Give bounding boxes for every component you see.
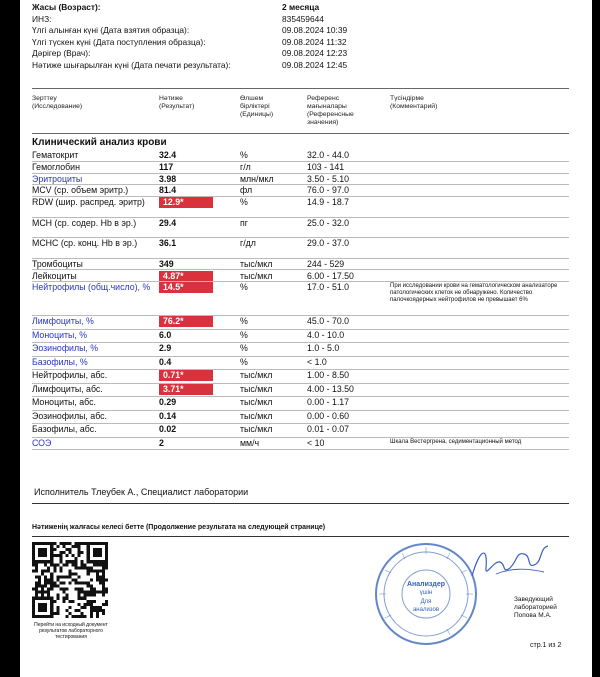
row-divider (32, 449, 569, 450)
col-result-header: Нәтиже (Результат) (159, 95, 195, 110)
test-name: Нейтрофилы (общ.число), % (32, 282, 151, 293)
reference-range: 4.0 - 10.0 (307, 329, 345, 340)
result-value: 36.1 (159, 238, 177, 249)
result-value: 29.4 (159, 217, 177, 228)
header-value: 835459644 (282, 13, 324, 24)
reference-range: < 10 (307, 437, 325, 448)
unit: % (240, 329, 248, 340)
reference-range: 0.00 - 1.17 (307, 397, 350, 408)
unit: % (240, 282, 248, 293)
header-value: 09.08.2024 12:45 (282, 60, 348, 70)
header-label: Үлгі түскен күні (Дата поступления образца): (32, 36, 206, 47)
reference-range: 103 - 141 (307, 161, 345, 172)
signer-line: Исполнитель Тлеубек А., Специалист лаборатории (34, 487, 249, 497)
unit: % (240, 356, 248, 367)
reference-range: 29.0 - 37.0 (307, 238, 350, 249)
table-top-divider (32, 133, 569, 134)
flagged-result: 3.71* (159, 384, 213, 395)
table-row (32, 411, 569, 425)
result-value: 2 (159, 437, 164, 448)
reference-range: 45.0 - 70.0 (307, 316, 350, 327)
reference-range: 0.00 - 0.60 (307, 410, 350, 421)
unit: тыс/мкл (240, 424, 273, 435)
reference-range: 25.0 - 32.0 (307, 217, 350, 228)
reference-range: < 1.0 (307, 356, 327, 367)
reference-range: 14.9 - 18.7 (307, 197, 350, 208)
table-row (32, 238, 569, 259)
flagged-result: 4.87* (159, 271, 213, 282)
table-row (32, 218, 569, 239)
col-test-header: Зерттеу (Исследование) (32, 95, 83, 110)
test-name: MCHC (ср. конц. Hb в эр.) (32, 238, 138, 249)
unit: г/л (240, 161, 251, 172)
col-comment-header: Түсіндірме (Комментарий) (390, 95, 438, 110)
reference-range: 244 - 529 (307, 258, 345, 269)
unit: тыс/мкл (240, 270, 273, 281)
result-value: 6.0 (159, 329, 172, 340)
result-value: 117 (159, 161, 174, 172)
test-name: Лимфоциты, абс. (32, 383, 103, 394)
result-value: 0.14 (159, 410, 177, 421)
table-row (32, 185, 569, 197)
header-label: Нәтиже шығарылған күні (Дата печати результата): (32, 60, 231, 70)
comment: Шкала Вестергрена, седиментационный метод (390, 438, 522, 445)
head-of-lab: Заведующий лабораторией Попова М.А. (514, 596, 557, 619)
table-row (32, 316, 569, 330)
flagged-result: 12.9* (159, 197, 213, 208)
table-row (32, 343, 569, 357)
header-label: Жасы (Возраст): (32, 2, 101, 12)
unit: г/дл (240, 238, 256, 249)
test-name: MCH (ср. содер. Hb в эр.) (32, 217, 137, 228)
reference-range: 0.01 - 0.07 (307, 424, 350, 435)
unit: пг (240, 217, 248, 228)
table-row (32, 197, 569, 218)
reference-range: 4.00 - 13.50 (307, 383, 354, 394)
unit: % (240, 197, 248, 208)
header-value: 09.08.2024 12:23 (282, 48, 348, 59)
stamp-line-4: анализов (412, 607, 440, 613)
test-name: RDW (шир. распред. эритр) (32, 197, 145, 208)
reference-range: 1.0 - 5.0 (307, 343, 340, 354)
unit: % (240, 316, 248, 327)
unit: фл (240, 185, 253, 196)
unit: % (240, 150, 248, 160)
test-name: Тромбоциты (32, 258, 83, 269)
test-name: Гемоглобин (32, 161, 80, 172)
table-row (32, 397, 569, 411)
unit: тыс/мкл (240, 397, 273, 408)
test-name: Моноциты, % (32, 329, 88, 340)
table-row (32, 438, 569, 450)
qr-caption: Перейти на исходный документ результатов лабораторного тестирования (34, 622, 108, 640)
unit: тыс/мкл (240, 258, 273, 269)
result-value: 0.29 (159, 397, 177, 408)
comment: При исследовании крови на гематологическом анализаторе патологических клеток не обнаружено. Количество палочкоядерных нейтрофилов не превышает 6% (390, 283, 558, 304)
result-value: 349 (159, 258, 174, 269)
test-name: Гематокрит (32, 150, 79, 160)
header-value: 09.08.2024 11:32 (282, 36, 347, 47)
flagged-result: 0.71* (159, 370, 213, 381)
result-value: 32.4 (159, 150, 177, 160)
result-value: 81.4 (159, 185, 177, 196)
header-value: 2 месяца (282, 2, 320, 12)
reference-range: 17.0 - 51.0 (307, 282, 350, 293)
continuation-note: Нәтиженің жалғасы келесі бетте (Продолжение результата на следующей странице) (32, 524, 326, 531)
signer-divider (32, 503, 569, 504)
unit: млн/мкл (240, 173, 274, 184)
reference-range: 6.00 - 17.50 (307, 270, 354, 281)
test-name: Базофилы, абс. (32, 424, 97, 435)
test-name: СОЭ (32, 437, 52, 448)
header-label: ИНЗ: (32, 13, 52, 24)
unit: тыс/мкл (240, 383, 273, 394)
test-name: Эозинофилы, % (32, 343, 99, 354)
unit: тыс/мкл (240, 410, 273, 421)
table-row (32, 384, 569, 398)
test-name: MCV (ср. объем эритр.) (32, 185, 129, 196)
lab-stamp (372, 540, 480, 648)
table-row (32, 271, 569, 283)
header-divider (32, 88, 569, 89)
result-value: 3.98 (159, 173, 177, 184)
reference-range: 1.00 - 8.50 (307, 370, 350, 381)
test-name: Лейкоциты (32, 270, 77, 281)
table-row (32, 370, 569, 384)
reference-range: 76.0 - 97.0 (307, 185, 350, 196)
test-name: Нейтрофилы, абс. (32, 370, 108, 381)
stamp-line-2: үшін (419, 590, 433, 596)
table-row (32, 357, 569, 371)
col-reference-header: Референс мағыналары (Референсные значения) (307, 95, 354, 126)
unit: мм/ч (240, 437, 260, 448)
table-row (32, 424, 569, 438)
header-label: Үлгі алынған күні (Дата взятия образца): (32, 25, 190, 36)
test-name: Лимфоциты, % (32, 316, 94, 327)
test-name: Эритроциты (32, 173, 83, 184)
result-value: 0.02 (159, 424, 177, 435)
reference-range: 32.0 - 44.0 (307, 150, 350, 160)
result-value: 0.4 (159, 356, 172, 367)
section-title: Клинический анализ крови (32, 137, 167, 148)
unit: тыс/мкл (240, 370, 273, 381)
table-row (32, 150, 569, 162)
header-label: Дәрігер (Врач): (32, 48, 91, 59)
test-name: Моноциты, абс. (32, 397, 96, 408)
stamp-line-1: Анализдер (406, 581, 446, 588)
signature (466, 538, 556, 584)
table-row (32, 259, 569, 271)
qr-code[interactable] (32, 542, 108, 618)
table-row (32, 330, 569, 344)
reference-range: 3.50 - 5.10 (307, 173, 350, 184)
flagged-result: 76.2* (159, 316, 213, 327)
col-units-header: Өлшем бірліктері (Единицы) (240, 95, 274, 118)
stamp-line-3: Для (420, 599, 432, 605)
table-row (32, 174, 569, 186)
page-number: стр.1 из 2 (530, 642, 562, 649)
test-name: Базофилы, % (32, 356, 88, 367)
continuation-divider (32, 536, 569, 537)
test-name: Эозинофилы, абс. (32, 410, 107, 421)
report-page (20, 0, 592, 677)
flagged-result: 14.5* (159, 282, 213, 293)
unit: % (240, 343, 248, 354)
table-row (32, 162, 569, 174)
table-row (32, 282, 569, 316)
header-value: 09.08.2024 10:39 (282, 25, 348, 36)
result-value: 2.9 (159, 343, 172, 354)
